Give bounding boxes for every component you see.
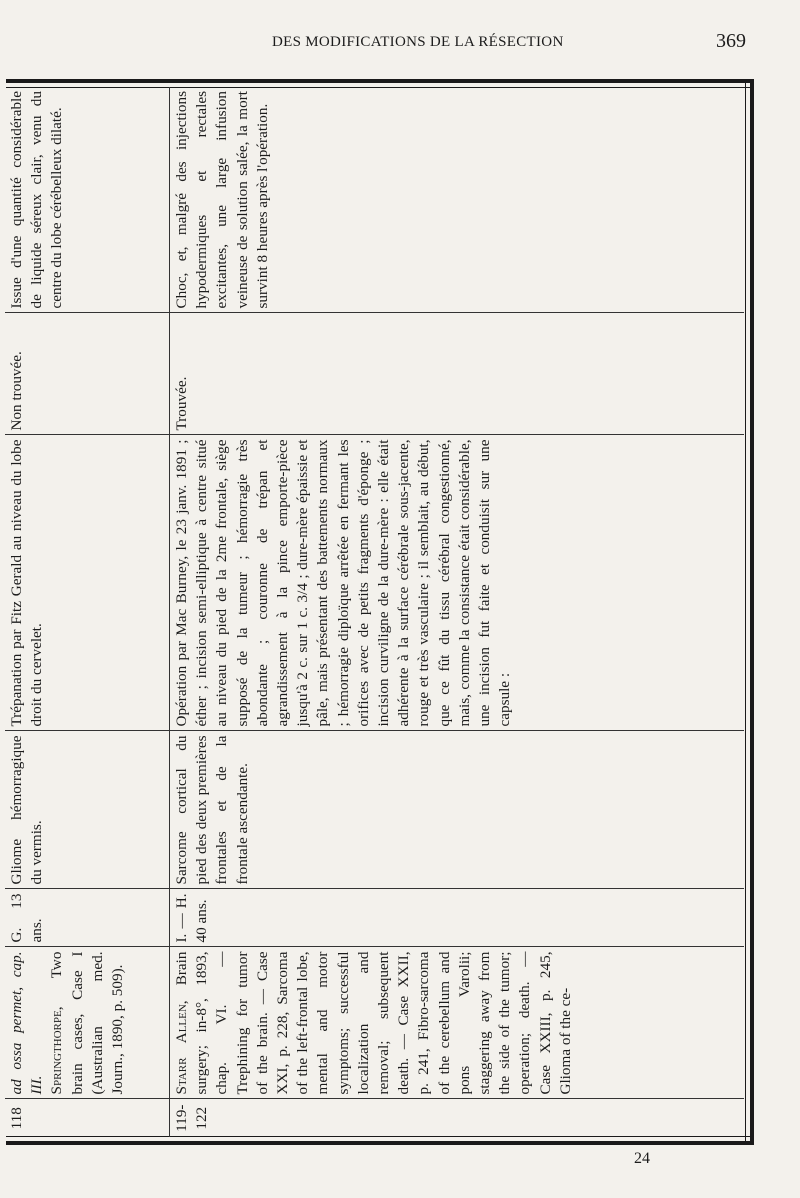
- rotated-case-table: [5, 87, 745, 1137]
- table-row: [170, 87, 745, 1137]
- patient-cell: G. 13 ans.: [5, 889, 170, 947]
- source-text: , Brain surgery; in-8°, 1893, chap. VI. — Trephining for tumor of the brain. — Case XXI, p. 228, Sarcoma of the left-frontal lobe, mental and motor symptoms; successful localization and removal; subsequent death. — Case XXII, p. 241, Fibro-sarcoma of the cerebellum and pons Varolii; staggering away from the side of the tumor; operation; death. — Case XXIII, p. 245, Glioma of the ce-: [173, 951, 574, 1095]
- page-header: [0, 28, 800, 58]
- running-title: DES MODIFICATIONS DE LA RÉSECTION: [272, 34, 564, 50]
- case-number: 119-122: [170, 1099, 745, 1137]
- source-cell: [170, 947, 745, 1099]
- source-author: Starr Allen: [173, 1004, 190, 1095]
- signature-mark: 24: [634, 1150, 650, 1167]
- case-table: [5, 87, 744, 1137]
- frame-rule-right: [745, 83, 746, 1141]
- table-row: [5, 87, 170, 1137]
- source-text: , Two brain cases, Case I (Australian med. Journ., 1890, p. 509).: [48, 951, 127, 1095]
- operation-cell: Trépanation par Fitz Gerald au niveau du lobe droit du cervelet.: [5, 435, 170, 731]
- result-cell: Choc, et, malgré des injections hypodermiques et rectales excitantes, une large infusion veineuse de solution salée, la mort survint 8 heures après l'opération.: [170, 87, 745, 313]
- diagnosis-cell: Gliome hémorragique du vermis.: [5, 731, 170, 889]
- tumor-cell: Non trouvée.: [5, 313, 170, 435]
- result-cell: Issue d'une quantité considérable de liquide séreux clair, venu du centre du lobe cérébelleux dilaté.: [5, 87, 170, 313]
- operation-cell: Opération par Mac Burney, le 23 janv. 1891 ; éther ; incision semi-elliptique à centre situé au niveau du pied de la 2me frontale, siège supposé de la tumeur ; hémorragie très abondante ; couronne de trépan et agrandissement à la pince emporte-pièce jusqu'à 2 c. sur 1 c. 3/4 ; dure-mère épaissie et pâle, mais présentant des battements normaux ; hémorragie diploïque arrêtée en fermant les orifices avec de petits fragments d'éponge ; incision curviligne de la dure-mère : elle était adhérente à la surface cérébrale sous-jacente, rouge et très vasculaire ; il semblait, au début, que ce fût du tissu cérébral congestionné, mais, comme la consistance était considérable, une incision fut faite et conduisit sur une capsule :: [170, 435, 745, 731]
- source-lead: ad ossa permet, cap. III.: [8, 951, 46, 1095]
- source-cell: [5, 947, 170, 1099]
- diagnosis-cell: Sarcome cortical du pied des deux premières frontales et de la frontale ascendante.: [170, 731, 745, 889]
- case-number: 118: [8, 1107, 25, 1130]
- source-author: Springthorpe: [48, 1010, 66, 1095]
- patient-cell: I. — H. 40 ans.: [170, 889, 745, 947]
- page-number: 369: [716, 30, 746, 52]
- tumor-cell: Trouvée.: [170, 313, 745, 435]
